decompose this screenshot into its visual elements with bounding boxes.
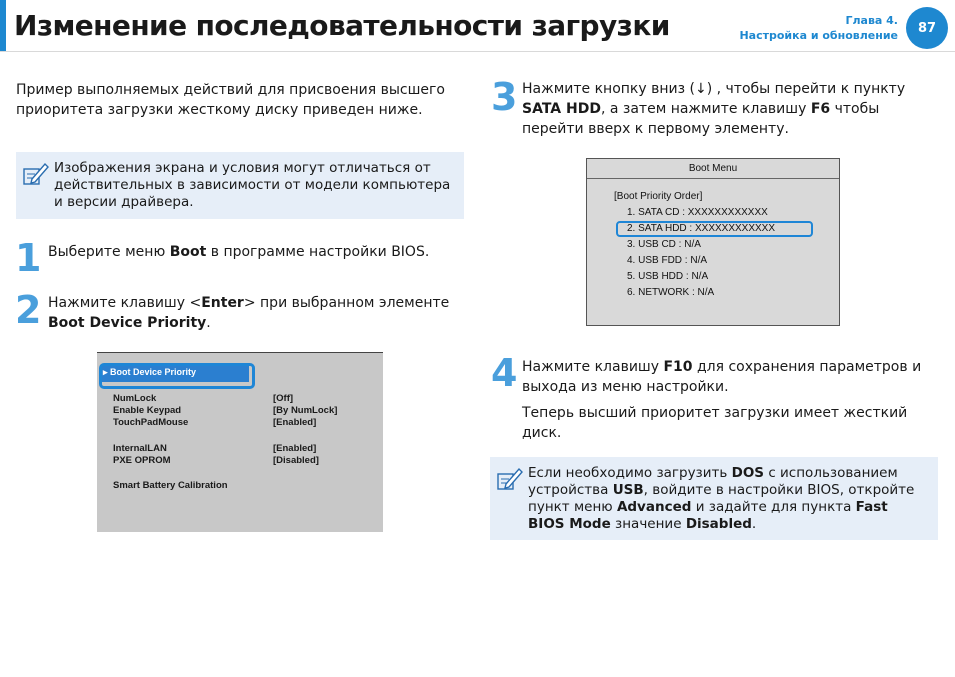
bios-item-value: [Enabled] [273, 443, 317, 454]
dos-keyword: DOS [731, 465, 765, 481]
boot-menu-title: Boot Menu [587, 159, 839, 179]
step-1-text: Выберите меню Boot в программе настройки BIOS. [48, 244, 430, 260]
usb-keyword: USB [612, 482, 644, 498]
chapter-number: Глава 4. [845, 14, 898, 27]
bios-boot-menu-screenshot [586, 158, 840, 326]
step-2-number: 2 [15, 288, 42, 332]
header-accent-bar [0, 0, 6, 52]
step-3-text: Нажмите кнопку вниз (↓) , чтобы перейти к пункту SATA HDD, а затем нажмите клавишу F6 чтобы перейти вверх к первому элементу. [522, 81, 906, 137]
boot-device-priority-keyword: Boot Device Priority [48, 315, 207, 331]
note-box-2 [490, 457, 938, 540]
boot-order-item: 6. NETWORK : N/A [627, 287, 715, 298]
bios-boot-device-priority-item: ▸ Boot Device Priority [103, 367, 197, 377]
note-2-text: Если необходимо загрузить DOS с использованием устройства USB, войдите в настройки BIOS, откройте пункт меню Advanced и задайте для пункта Fast BIOS Mode значение Disabled. [528, 465, 915, 532]
sata-hdd-keyword: SATA HDD [522, 101, 601, 117]
step-4-result: Теперь высший приоритет загрузки имеет жесткий диск. [522, 405, 908, 441]
bios-item-value: [Enabled] [273, 417, 317, 428]
bios-boot-screenshot [97, 352, 383, 532]
step-2-text: Нажмите клавишу <Enter> при выбранном элементе Boot Device Priority. [48, 295, 450, 331]
bios-item-label: Enable Keypad [113, 405, 182, 416]
boot-priority-order-label: [Boot Priority Order] [614, 191, 703, 202]
step-4-number: 4 [491, 351, 518, 395]
boot-order-item: 3. USB CD : N/A [627, 239, 701, 250]
advanced-keyword: Advanced [616, 499, 692, 515]
boot-order-item: 1. SATA CD : XXXXXXXXXXXX [627, 207, 768, 218]
step-4-text: Нажмите клавишу F10 для сохранения параметров и выхода из меню настройки. [522, 359, 922, 395]
chapter-title: Настройка и обновление [739, 29, 898, 42]
bios-item-label: PXE OPROM [113, 455, 171, 466]
note-box-1 [16, 152, 464, 219]
bios-item-label: InternalLAN [113, 443, 167, 454]
page-number-badge: 87 [906, 7, 948, 49]
enter-key-keyword: Enter [201, 295, 244, 311]
bios-item-value: [Disabled] [273, 455, 319, 466]
header-divider [0, 51, 955, 52]
chapter-label [739, 13, 898, 43]
note-pen-icon [22, 160, 50, 188]
step-3-number: 3 [491, 75, 518, 119]
note-1-text: Изображения экрана и условия могут отличаться от действительных в зависимости от модели компьютера и версии драйвера. [54, 160, 451, 210]
fast-bios-mode-keyword: Fast BIOS Mode [528, 499, 888, 532]
f10-key-keyword: F10 [663, 359, 693, 375]
bios-item-value: [By NumLock] [273, 405, 338, 416]
disabled-keyword: Disabled [685, 516, 752, 532]
intro-paragraph: Пример выполняемых действий для присвоения высшего приоритета загрузки жесткому диску приведен ниже. [16, 82, 445, 118]
boot-order-item: 5. USB HDD : N/A [627, 271, 709, 282]
boot-order-item: 4. USB FDD : N/A [627, 255, 708, 266]
page-title: Изменение последовательности загрузки [14, 9, 670, 42]
bios-item-label: Smart Battery Calibration [113, 480, 228, 491]
boot-menu-keyword: Boot [169, 244, 207, 260]
sata-hdd-highlight-frame [616, 221, 813, 237]
bios-item-label: TouchPadMouse [113, 417, 189, 428]
bios-highlight-frame [99, 363, 255, 389]
boot-order-item: 2. SATA HDD : XXXXXXXXXXXX [627, 223, 776, 234]
bios-item-label: NumLock [113, 393, 157, 404]
f6-key-keyword: F6 [810, 101, 831, 117]
note-pen-icon [496, 465, 524, 493]
step-1-number: 1 [15, 236, 42, 280]
bios-item-value: [Off] [273, 393, 294, 404]
